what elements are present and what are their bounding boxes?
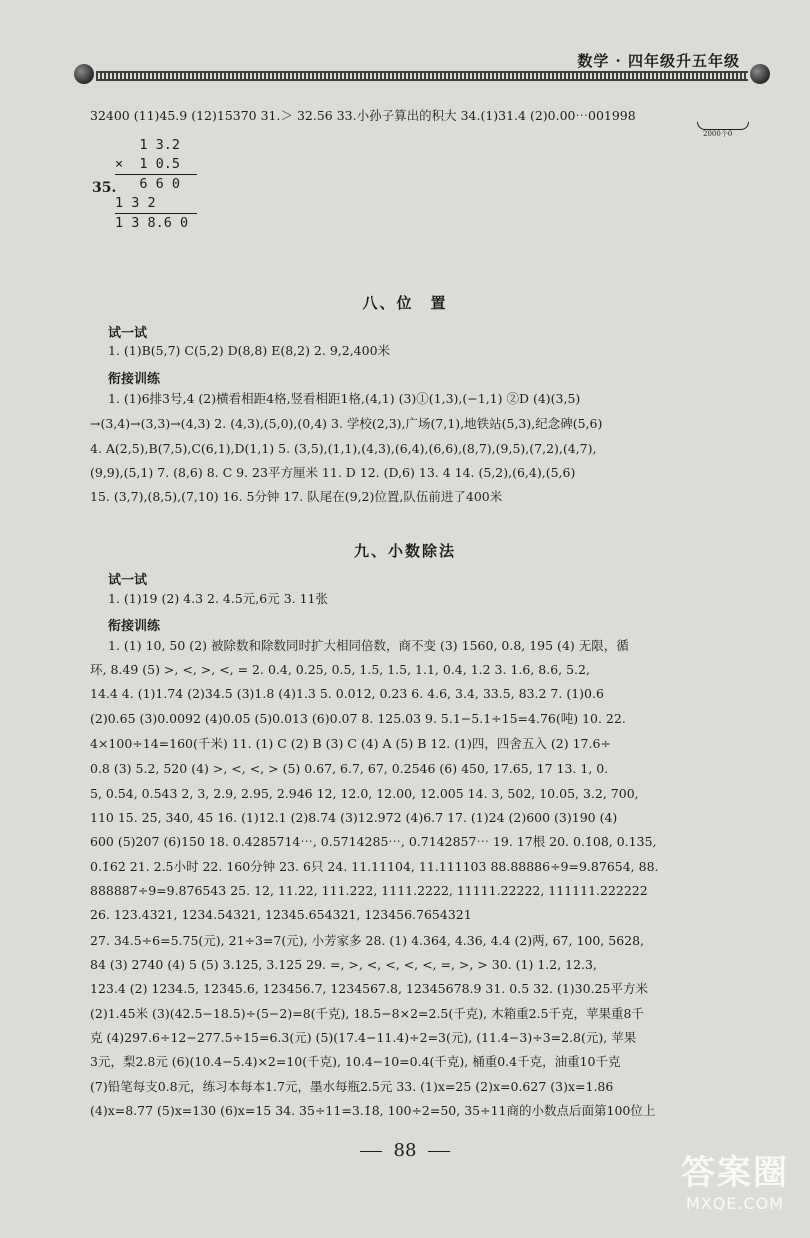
- answer-line: 600 (5)207 (6)150 18. 0.4285714⋯, 0.5714285⋯, 0.7142857⋯ 19. 17根 20. 0.1̇08̇, 0.13̇5̇,: [90, 834, 657, 849]
- answer-line: 3元，梨2.8元 (6)(10.4−5.4)×2=10(千克), 10.4−10=0.4(千克), 桶重0.4千克，油重10千克: [90, 1054, 621, 1069]
- vertical-multiplication: [115, 136, 197, 233]
- calc-row: 6 6 0: [115, 176, 181, 192]
- page-number-dash: [428, 1151, 450, 1152]
- answer-line: 0.1̇62̇ 21. 2.5小时 22. 160分钟 23. 6只 24. 11.11104, 11.111103 88.88886÷9=9.87654, 88.: [90, 859, 659, 874]
- answer-line: (7)铅笔每支0.8元，练习本每本1.7元，墨水每瓶2.5元 33. (1)x=25 (2)x=0.627 (3)x=1.86: [90, 1079, 614, 1094]
- answer-line: 4. A(2,5),B(7,5),C(6,1),D(1,1) 5. (3,5),(1,1),(4,3),(6,4),(6,6),(8,7),(9,5),(7,2),(4,7),: [90, 441, 597, 456]
- subheading-try: 试一试: [108, 326, 148, 341]
- watermark-text: 答案圈: [681, 1153, 789, 1193]
- page-number-dash: [360, 1151, 382, 1152]
- subheading-practice: 衔接训练: [108, 372, 161, 387]
- answer-line: 1. (1)B(5,7) C(5,2) D(8,8) E(8,2) 2. 9,2,400米: [108, 343, 391, 358]
- subheading-practice: 衔接训练: [108, 619, 161, 634]
- watermark-url: MXQE.COM: [685, 1194, 785, 1213]
- answer-line: 26. 123.4321, 1234.54321, 12345.654321, 123456.7654321: [90, 907, 472, 922]
- answer-line: 克 (4)297.6÷12−277.5÷15=6.3(元) (5)(17.4−11.4)÷2=3(元), (11.4−3)÷3=2.8(元), 苹果: [90, 1030, 637, 1045]
- page-number-text: 88: [393, 1140, 417, 1161]
- header-title: 数学 · 四年级升五年级: [577, 52, 740, 70]
- q35-label: 35.: [92, 180, 117, 196]
- answer-line: →(3,4)→(3,3)→(4,3) 2. (4,3),(5,0),(0,4) 3. 学校(2,3),广场(7,1),地铁站(5,3),纪念碑(5,6): [90, 416, 603, 431]
- answer-line: 15. (3,7),(8,5),(7,10) 16. 5分钟 17. 队尾在(9,2)位置,队伍前进了400米: [90, 489, 503, 504]
- answer-line: 888887÷9=9.876543 25. 12, 11.22, 111.222, 1111.2222, 11111.22222, 111111.222222: [90, 883, 648, 898]
- answer-line: (2)1.45米 (3)(42.5−18.5)÷(5−2)=8(千克), 18.5−8×2=2.5(千克), 木箱重2.5千克，苹果重8千: [90, 1006, 644, 1021]
- calc-row: 1 3 8.6 0: [115, 215, 189, 231]
- header-rule: [72, 62, 772, 86]
- answer-line: 110 15. 25, 340, 45 16. (1)12.1 (2)8.74 (3)12.972 (4)6.7 17. (1)24 (2)600 (3)190 (4): [90, 810, 618, 825]
- section-title-8: 八、位 置: [362, 294, 448, 312]
- header-ornament-left-icon: [74, 64, 94, 84]
- watermark-logo: [670, 1145, 800, 1230]
- calc-row: 1 3.2: [115, 137, 181, 153]
- answer-line: (4)x=8.77 (5)x=130 (6)x=15 34. 35÷11=3.1̇8̇, 100÷2=50, 35÷11商的小数点后面第100位上: [90, 1103, 656, 1118]
- answer-line: 14.4 4. (1)1.74 (2)34.5 (3)1.8 (4)1.3 5. 0.012, 0.23 6. 4.6, 3.4, 33.5, 83.2 7. (1)0.6: [90, 686, 604, 701]
- answer-line: 4×100÷14=160(千米) 11. (1) C (2) B (3) C (4) A (5) B 12. (1)四，四舍五入 (2) 17.6÷: [90, 736, 611, 751]
- answer-line: 5, 0.54, 0.543 2, 3, 2.9, 2.95, 2.946 12, 12.0, 12.00, 12.005 14. 3, 502, 10.05, 3.2, 700,: [90, 786, 639, 801]
- answer-line: 0.8 (3) 5.2, 520 (4) >, <, <, > (5) 0.67, 6.7, 67, 0.2546 (6) 450, 17.65, 17 13. 1, 0.: [90, 761, 609, 776]
- answer-line: 环, 8.4̇9̇ (5) >, <, >, <, = 2. 0.4, 0.25, 0.5, 1.5, 1.5, 1.1, 0.4, 1.2 3. 1.6, 8.6, 5.2,: [90, 662, 590, 677]
- answer-line: (9,9),(5,1) 7. (8,6) 8. C 9. 23平方厘米 11. D 12. (D,6) 13. 4 14. (5,2),(6,4),(5,6): [90, 465, 576, 480]
- answer-line-top: 32400 (11)45.9 (12)15370 31.＞ 32.56 33.小孙子算出的积大 34.(1)31.4 (2)0.00⋯001998: [90, 108, 636, 123]
- answer-line: 1. (1) 10, 50 (2) 被除数和除数同时扩大相同倍数，商不变 (3) 1560, 0.8, 195 (4) 无限，循: [108, 638, 629, 653]
- calc-row: × 1 0.5: [115, 155, 197, 175]
- header-ornament-right-icon: [750, 64, 770, 84]
- answer-line: 84 (3) 2740 (4) 5 (5) 3.125, 3.125̇ 29. =, >, <, <, <, <, =, >, > 30. (1) 1.2, 12.3,: [90, 957, 597, 972]
- answer-line: 1. (1)6排3号,4 (2)横看相距4格,竖看相距1格,(4,1) (3)①(1,3),(−1,1) ②D (4)(3,5): [108, 391, 581, 406]
- answer-line: 1. (1)19 (2) 4.3 2. 4.5元,6元 3. 11张: [108, 591, 329, 606]
- section-title-9: 九、小数除法: [353, 542, 456, 560]
- header-divider: [96, 71, 748, 81]
- answer-line: (2)0.65 (3)0.0092 (4)0.05 (5)0.013 (6)0.07 8. 125.03 9. 5.1−5.1÷15=4.76(吨) 10. 22.: [90, 711, 626, 726]
- brace-note: 2000个0: [703, 130, 733, 138]
- answer-line: 27. 34.5÷6=5.75(元), 21÷3=7(元), 小芳家多 28. (1) 4.364, 4.36, 4.4 (2)两, 67, 100, 5628,: [90, 933, 645, 948]
- calc-row: 1 3 2: [115, 194, 197, 214]
- answer-line: 123.4 (2) 1234.5, 12345.6, 123456.7, 1234567.8, 12345678.9 31. 0.5 32. (1)30.25平方米: [90, 981, 648, 996]
- subheading-try: 试一试: [108, 573, 148, 588]
